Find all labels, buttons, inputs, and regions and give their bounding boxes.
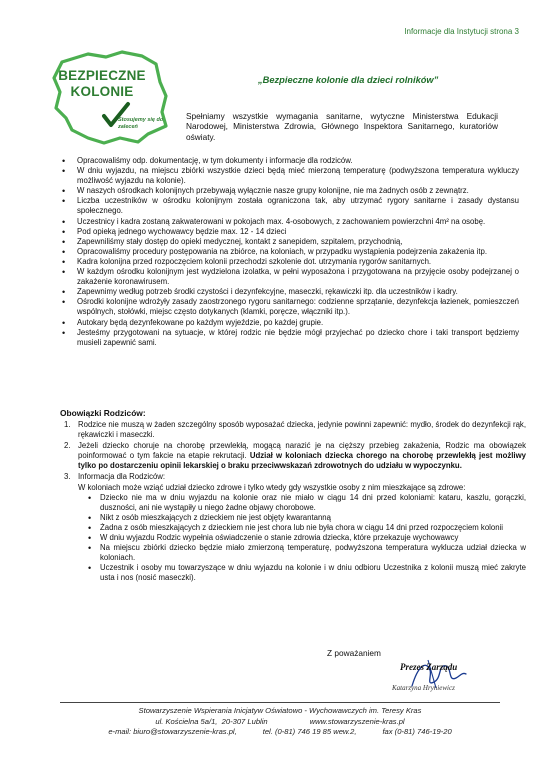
list-item: • Żadna z osób mieszkających z dzieckiem nie jest chora lub nie była chora w ciągu 14 dni przed rozpoczęciem kolonii <box>100 523 526 533</box>
list-item: • Na miejscu zbiórki dziecko będzie miało zmierzoną temperaturę, podwyższona temperatura wyklucza udział dziecka w koloniach. <box>100 543 526 563</box>
duty-item-2 <box>64 441 526 471</box>
list-item: • W dniu wyjazdu Rodzic wypełnia oświadczenie o stanie zdrowia dziecka, które przekazuje wychowawcy <box>100 533 526 543</box>
footer <box>60 706 500 738</box>
duty-item-3 <box>64 472 526 583</box>
footer-org: Stowarzyszenie Wspierania Inicjatyw Oświatowo - Wychowawczych im. Teresy Kras <box>138 706 422 715</box>
duty-intro: W koloniach może wziąć udział dziecko zdrowe i tylko wtedy gdy wszystkie osoby z nim mieszkające są zdrowe: <box>78 482 466 492</box>
list-item: • Zapewnimy według potrzeb środki czystości i dezynfekcyjne, maseczki, rękawiczki itp. dla uczestników i kadry. <box>77 287 519 297</box>
list-item: • Pod opieką jednego wychowawcy będzie max. 12 - 14 dzieci <box>77 227 519 237</box>
footer-contact-line <box>60 727 500 738</box>
duty-number: 2. <box>64 441 71 451</box>
list-item: • Opracowaliśmy procedury postępowania na zbiórce, na koloniach, w przypadku wystąpienia podejrzenia zakażenia itp. <box>77 247 519 257</box>
footer-address-line <box>60 717 500 728</box>
footer-address: ul. Kościelna 5a/1, 20-307 Lublin <box>155 716 268 726</box>
footer-phone: tel. (0-81) 746 19 85 wew.2, <box>262 727 357 737</box>
list-item: • Uczestnicy i kadra zostaną zakwaterowani w pokojach max. 4-osobowych, z zachowaniem powierzchni 4m² na osobę. <box>77 217 519 227</box>
logo-tagline: Stosujemy się do zaleceń <box>118 117 164 130</box>
closing-salutation: Z poważaniem <box>327 648 381 658</box>
footer-org-line <box>60 706 500 717</box>
footer-divider <box>60 702 500 703</box>
list-item: • Kadra kolonijna przed rozpoczęciem kolonii przechodzi szkolenie dot. utrzymania rygorów sanitarnych. <box>77 257 519 267</box>
duty-number: 1. <box>64 420 71 429</box>
list-item: • Uczestnik i osoby mu towarzyszące w dniu wyjazdu na kolonie i w dniu odbioru Uczestnika z kolonii muszą mieć zakryte usta i nos (nosić maseczki). <box>100 563 526 583</box>
logo-line1: BEZPIECZNE <box>58 68 146 83</box>
page-header: Informacje dla Instytucji strona 3 <box>404 27 519 36</box>
safety-measures-list <box>62 156 519 348</box>
list-item: • W każdym ośrodku kolonijnym jest wydzielona izolatka, w pełni wyposażona i przygotowana na przyjęcie osoby podejrzanej o zakażenie koronawirusem. <box>77 267 519 287</box>
footer-website-link[interactable]: www.stowarzyszenie-kras.pl <box>309 716 405 726</box>
health-conditions-list <box>78 493 526 584</box>
footer-fax: fax (0-81) 746-19-20 <box>382 727 452 737</box>
signatory-name: Katarzyna Hryniewicz <box>392 684 455 692</box>
list-item: • Liczba uczestników w ośrodku kolonijnym została ograniczona tak, aby utrzymać rygory sanitarne i zasady dystansu społecznego. <box>77 196 519 216</box>
parent-duties-list <box>62 420 526 585</box>
duty-title: Informacja dla Rodziców: <box>78 472 166 482</box>
list-item: • Autokary będą dezynfekowane po każdym wyjeździe, po każdej grupie. <box>77 318 519 328</box>
list-item: • W naszych ośrodkach kolonijnych przebywają wyłącznie nasze grupy kolonijne, nie ma żadnych osób z zewnątrz. <box>77 186 519 196</box>
footer-email-link[interactable]: e-mail: biuro@stowarzyszenie-kras.pl, <box>108 727 237 737</box>
parent-duties-heading: Obowiązki Rodziców: <box>60 408 146 418</box>
duty-text-bold: Udział w koloniach dziecka chorego na chorobę przewlekłą jest możliwy tylko po dostarczeniu opinii lekarskiej o braku przeciwwskazań zdrowotnych do udziału w wypoczynku. <box>78 451 526 471</box>
list-item: • Nikt z osób mieszkających z dzieckiem nie jest objęty kwarantanną <box>100 513 526 523</box>
document-title: „Bezpieczne kolonie dla dzieci rolników” <box>258 75 439 85</box>
list-item: • W dniu wyjazdu, na miejscu zbiórki wszystkie dzieci będą mieć mierzoną temperaturę (podwyższona temperatura wykluczy możliwość wyjazdu na kolonie). <box>77 166 519 186</box>
list-item: • Dziecko nie ma w dniu wyjazdu na kolonie oraz nie miało w ciągu 14 dni przed koloniami: kataru, kaszlu, gorączki, duszności, ani nie wystąpiły u niego żadne objawy chorobowe. <box>100 493 526 513</box>
list-item: • Jesteśmy przygotowani na sytuacje, w której rodzic nie będzie mógł przyjechać po dziecko chore i taki transport będziemy musieli zapewnić sami. <box>77 328 519 348</box>
duty-number: 3. <box>64 472 71 482</box>
bezpieczne-kolonie-logo <box>48 48 180 146</box>
intro-paragraph: Spełniamy wszystkie wymagania sanitarne, wytyczne Ministerstwa Edukacji Narodowej, Ministerstwa Zdrowia, Głównego Inspektora Sanitarnego, kuratoriów oświaty. <box>186 111 498 142</box>
signatory-role: Prezes Zarządu <box>400 662 458 672</box>
list-item: • Ośrodki kolonijne wdrożyły zasady zaostrzonego rygoru sanitarnego: codzienne sprzątanie, dezynfekcja łazienek, pomieszczeń wspólnych, stołówki, miejsc często dotykanych (klamki, poręcze, włączniki itp.). <box>77 297 519 317</box>
duty-text: Jeżeli dziecko choruje na chorobę przewlekłą, mogącą narazić je na cięższy przebieg zakażenia, Rodzic ma obowiązek poinformować o tym fakcie na etapie rekrutacji. <box>78 441 526 461</box>
duty-text: Rodzice nie muszą w żaden szczególny sposób wyposażać dziecka, jedynie powinni zapewnić: mydło, środek do dezynfekcji rąk, rękawiczki i maseczki. <box>78 420 526 440</box>
list-item: • Zapewniliśmy stały dostęp do opieki medycznej, kontakt z sanepidem, szpitalem, przychodnią, <box>77 237 519 247</box>
duty-item-1 <box>64 420 526 440</box>
list-item: • Opracowaliśmy odp. dokumentację, w tym dokumenty i informacje dla rodziców. <box>77 156 519 166</box>
logo-line2: KOLONIE <box>70 84 134 99</box>
